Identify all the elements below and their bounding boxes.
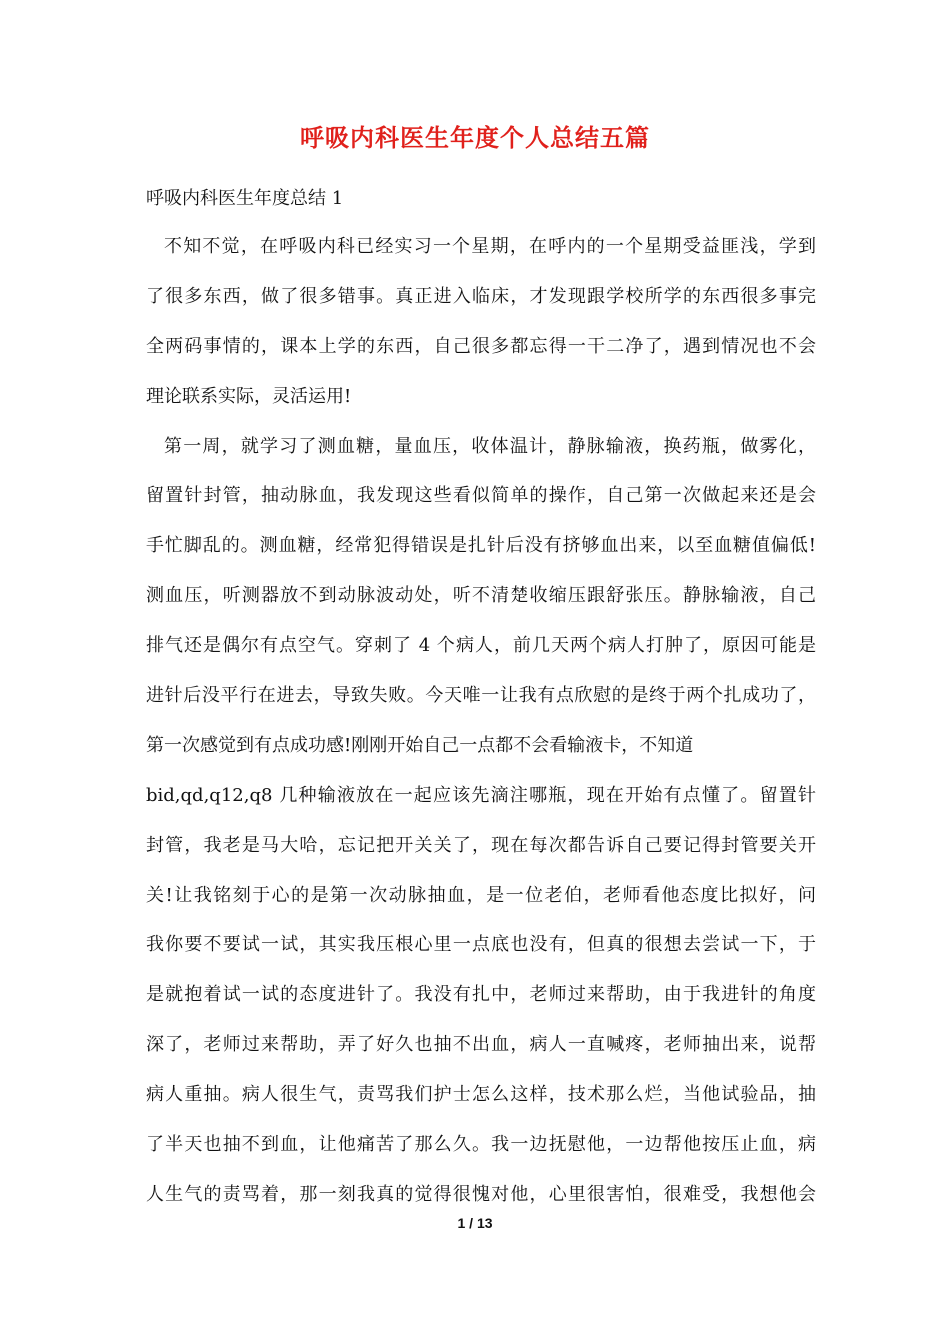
section-heading: 呼吸内科医生年度总结 1 (146, 188, 344, 209)
paragraph-line: 第一周，就学习了测血糖，量血压，收体温计，静脉输液，换药瓶，做雾化， (164, 435, 816, 457)
paragraph-line: 是就抱着试一试的态度进针了。我没有扎中，老师过来帮助，由于我进针的角度 (146, 984, 816, 1006)
paragraph-line: 全两码事情的，课本上学的东西，自己很多都忘得一干二净了，遇到情况也不会 (146, 335, 816, 357)
paragraph-line: 留置针封管，抽动脉血，我发现这些看似简单的操作，自己第一次做起来还是会 (146, 485, 816, 507)
document-title: 呼吸内科医生年度个人总结五篇 (300, 123, 650, 152)
paragraph-line: 我你要不要试一试，其实我压根心里一点底也没有，但真的很想去尝试一下，于 (146, 934, 816, 956)
paragraph-line: 了很多东西，做了很多错事。真正进入临床，才发现跟学校所学的东西很多事完 (146, 285, 816, 307)
paragraph-line: 病人重抽。病人很生气，责骂我们护士怎么这样，技术那么烂，当他试验品，抽 (146, 1084, 816, 1106)
paragraph-line: 关!让我铭刻于心的是第一次动脉抽血，是一位老伯，老师看他态度比拟好，问 (146, 884, 816, 906)
paragraph-line: 了半天也抽不到血，让他痛苦了那么久。我一边抚慰他，一边帮他按压止血，病 (146, 1134, 816, 1156)
paragraph-line: 不知不觉，在呼吸内科已经实习一个星期，在呼内的一个星期受益匪浅，学到 (164, 236, 816, 257)
paragraph-line: 理论联系实际，灵活运用! (146, 385, 352, 407)
paragraph-line: 手忙脚乱的。测血糖，经常犯得错误是扎针后没有挤够血出来，以至血糖值偏低! (146, 535, 816, 557)
paragraph-line: 排气还是偶尔有点空气。穿刺了 4 个病人，前几天两个病人打肿了，原因可能是 (146, 635, 816, 657)
paragraph-line: 人生气的责骂着，那一刻我真的觉得很愧对他，心里很害怕，很难受，我想他会 (146, 1183, 816, 1205)
paragraph-line: 进针后没平行在进去，导致失败。今天唯一让我有点欣慰的是终于两个扎成功了， (146, 685, 816, 707)
body-text (146, 232, 816, 1230)
paragraph-line: 测血压，听测器放不到动脉波动处，听不清楚收缩压跟舒张压。静脉输液，自己 (146, 585, 816, 607)
page-indicator: 1 / 13 (457, 1215, 493, 1231)
paragraph-line: 深了，老师过来帮助，弄了好久也抽不出血，病人一直喊疼，老师抽出来，说帮 (146, 1034, 816, 1056)
paragraph-line: 第一次感觉到有点成功感!刚刚开始自己一点都不会看输液卡，不知道 (146, 734, 694, 756)
paragraph-line: 封管，我老是马大哈，忘记把开关关了，现在每次都告诉自己要记得封管要关开 (146, 834, 816, 856)
paragraph-line: bid,qd,q12,q8 几种输液放在一起应该先滴注哪瓶，现在开始有点懂了。留置针 (146, 784, 816, 806)
